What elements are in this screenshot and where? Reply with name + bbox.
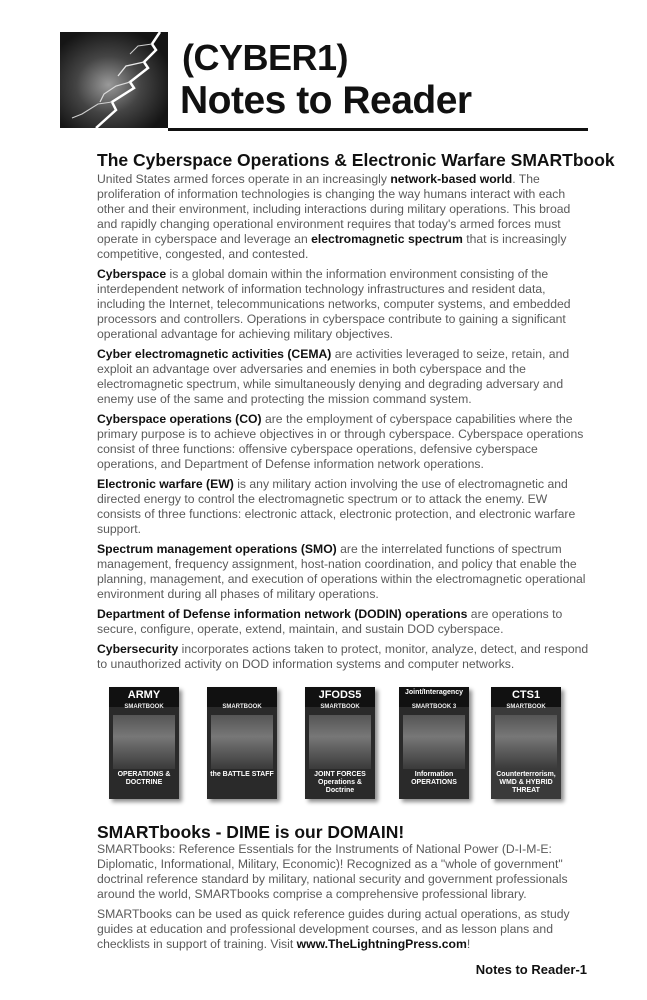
definition-term: Electronic warfare (EW) (97, 477, 234, 491)
definition-term: Cybersecurity (97, 642, 179, 656)
definition-text: are the interrelated functions of spectrum management, frequency assignment, host-nation coordination, and policy that enable the planning, management, and execution of operations within the electromagnetic operational environment during all phases of military operations. (97, 542, 586, 601)
definition-co (97, 412, 591, 472)
intro-term: network-based world (390, 172, 513, 186)
definition-term: Cyberspace operations (CO) (97, 412, 262, 426)
definition-term: Department of Defense information network (DODIN) operations (97, 607, 468, 621)
intro-text: that is increasingly competitive, congested, and contested. (97, 232, 567, 261)
dime-paragraph-2 (97, 907, 591, 952)
book-cover-battle-staff (207, 687, 277, 799)
intro-text: . The proliferation of information technologies is changing the way humans interact with each other and their environment, including interactions during military operations. This broad and rapidly changing operational environment requires that today's armed forces must operate in cyberspace and leverage an (97, 172, 571, 246)
book-photo (309, 715, 371, 769)
definition-text: are the employment of cyberspace capabilities where the primary purpose is to achieve objectives in or through cyberspace. Cyberspace operations consist of three functions: offensive cyberspace operations, defensive cyberspace operations, and Department of Defense information network operations. (97, 412, 584, 471)
book-photo (113, 715, 175, 769)
book-title: JFODS5 (318, 689, 362, 701)
dime-text: SMARTbooks can be used as quick reference guides during actual operations, as study guides at education and professional development courses, and as lesson plans and checklists in support of training. Visit (97, 907, 570, 951)
website-link[interactable]: www.TheLightningPress.com (296, 937, 467, 951)
chapter-code: (CYBER1) (182, 37, 349, 78)
definition-dodin (97, 607, 591, 637)
book-cover-info-ops (399, 687, 469, 799)
definition-text: are operations to secure, configure, operate, extend, maintain, and sustain DOD cyberspace. (97, 607, 563, 636)
main-content (97, 150, 615, 677)
page-number: Notes to Reader-1 (475, 962, 587, 977)
book-caption: JOINT FORCES Operations & Doctrine (314, 771, 366, 794)
definition-term: Cyberspace (97, 267, 167, 281)
book-caption: Counterterrorism, WMD & HYBRID THREAT (496, 771, 556, 794)
intro-text: United States armed forces operate in an increasingly (97, 172, 391, 186)
book-cover-army (109, 687, 179, 799)
definition-smo (97, 542, 591, 602)
page-title: Notes to Reader (180, 79, 472, 122)
page-header (60, 32, 588, 132)
dime-paragraph-1: SMARTbooks: Reference Essentials for the Instruments of National Power (D-I-M-E: Diplomatic, Informational, Military, Economic)! Recognized as a "whole of government" doctrinal reference standard by military, national security and government professionals around the world, SMARTbooks comprise a comprehensive professional library. (97, 842, 568, 901)
definition-term: Cyber electromagnetic activities (CEMA) (97, 347, 332, 361)
book-series: SMARTBOOK (222, 704, 262, 710)
book-title: Joint/Interagency (405, 689, 463, 696)
definition-term: Spectrum management operations (SMO) (97, 542, 337, 556)
book-cover-jfods5 (305, 687, 375, 799)
book-photo (495, 715, 557, 769)
book-title: ARMY (127, 689, 161, 701)
definition-text: is any military action involving the use of electromagnetic and directed energy to control the electromagnetic spectrum or to attack the enemy. EW consists of three functions: electronic attack, electronic protection, and electronic warfare support. (97, 477, 576, 536)
intro-paragraph (97, 172, 591, 262)
dime-section (97, 842, 591, 957)
book-title: CTS1 (511, 689, 541, 701)
dime-heading: SMARTbooks - DIME is our DOMAIN! (97, 822, 405, 842)
definition-cema (97, 347, 591, 407)
lightning-image (60, 32, 168, 128)
dime-text-end: ! (466, 937, 471, 951)
definition-text: is a global domain within the information environment consisting of the interdependent network of information technology infrastructures and resident data, including the Internet, telecommunications networks, computer systems, and embedded processors and controllers. Operations in cyberspace contribute to gaining a significant operational advantage for achieving military objectives. (97, 267, 571, 341)
definition-ew (97, 477, 591, 537)
book-cover-cts1 (491, 687, 561, 799)
definition-text: incorporates actions taken to protect, monitor, analyze, detect, and respond to unauthorized activity on DOD information systems and computer networks. (97, 642, 589, 671)
book-caption: OPERATIONS & DOCTRINE (117, 771, 171, 786)
book-series: SMARTBOOK (124, 704, 164, 710)
definition-text: are activities leveraged to seize, retain, and exploit an advantage over adversaries and enemies in both cyberspace and the electromagnetic spectrum, while simultaneously denying and degrading adversary and enemy use of the same and protecting the mission command system. (97, 347, 570, 406)
book-photo (211, 715, 273, 769)
header-rule (168, 128, 588, 131)
definition-cyberspace (97, 267, 591, 342)
intro-term: electromagnetic spectrum (311, 232, 463, 246)
book-photo (403, 715, 465, 769)
book-caption: the BATTLE STAFF (210, 771, 274, 778)
definition-cybersecurity (97, 642, 591, 672)
book-caption: Information OPERATIONS (411, 771, 457, 786)
book-series: SMARTBOOK (320, 704, 360, 710)
book-series: SMARTBOOK (506, 704, 546, 710)
section-heading: The Cyberspace Operations & Electronic Warfare SMARTbook (97, 150, 615, 170)
book-series: SMARTBOOK 3 (411, 704, 457, 710)
book-covers (109, 687, 579, 805)
